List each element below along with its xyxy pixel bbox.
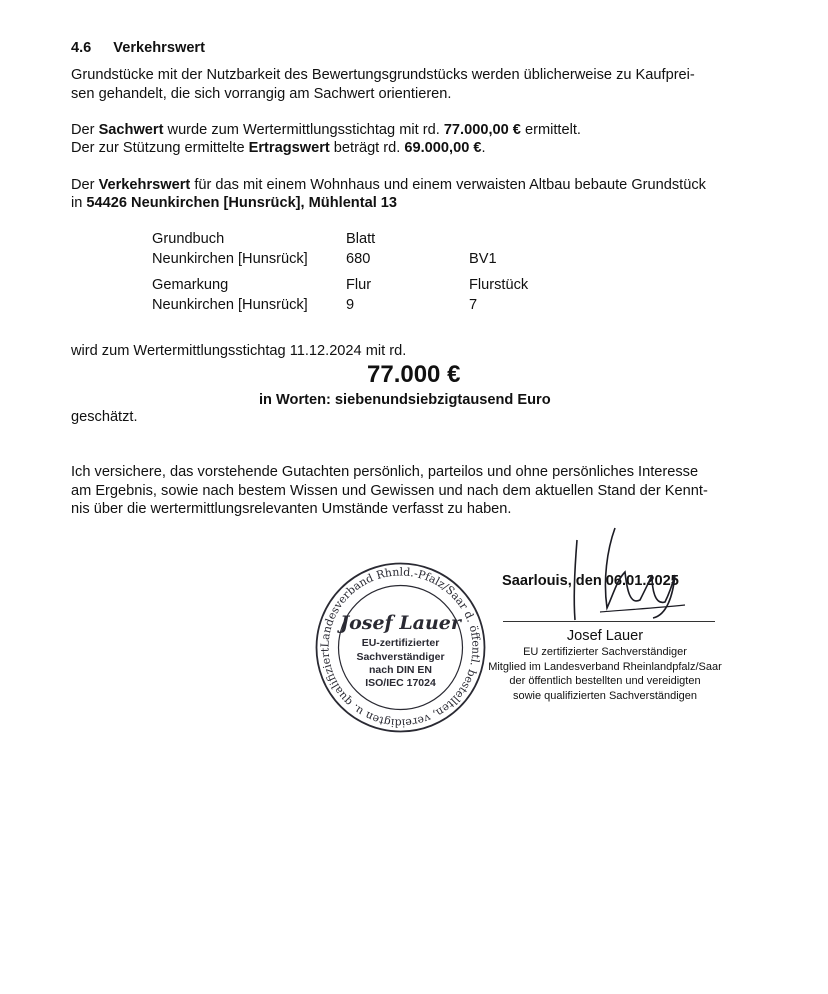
flurstueck-label: Flurstück [469,277,529,293]
valuation-amount: 77.000 € [367,361,461,388]
signer-name: Josef Lauer [566,628,644,644]
section-heading [71,40,205,56]
stamp-line-3: nach DIN EN [368,664,432,676]
flur-label: Flur [346,277,372,293]
sachwert-value: 77.000,00 € [443,122,521,138]
declaration-line-1: Ich versichere, das vorstehende Gutachten persönlich, parteilos und ohne persönliches Interesse [71,464,699,480]
signer-title-1: EU zertifizierter Sachverständiger [523,646,687,658]
section-number: 4.6 [71,40,92,56]
text-fragment: ermittelt. [520,122,581,138]
ertragswert-value: 69.000,00 € [404,140,482,156]
valuation-lead: wird zum Wertermittlungsstichtag 11.12.2024 mit rd. [71,343,407,359]
ertragswert-label: Ertragswert [248,140,330,156]
section-title: Verkehrswert [113,40,205,56]
text-fragment: Der zur Stützung ermittelte [71,140,249,156]
stamp-line-2: Sachverständiger [356,651,445,663]
verkehrswert-line-1 [71,177,706,193]
gemarkung-value: Neunkirchen [Hunsrück] [152,297,308,313]
text-fragment: für das mit einem Wohnhaus und einem verwaisten Altbau bebaute Grundstück [190,177,706,193]
valuation-in-words: in Worten: siebenundsiebzigtausend Euro [259,392,551,408]
text-fragment: . [481,140,486,156]
grundbuch-label: Grundbuch [152,231,225,247]
gemarkung-label: Gemarkung [152,277,229,293]
intro-line-1: Grundstücke mit der Nutzbarkeit des Bewertungsgrundstücks werden üblicherweise zu Kaufprei- [71,67,695,83]
signer-title-3: der öffentlich bestellten und vereidigten [509,675,701,687]
signer-title-4: sowie qualifizierten Sachverständigen [512,689,698,702]
declaration-line-3: nis über die wertermittlungsrelevanten Umstände verfasst zu haben. [71,501,512,517]
text-fragment: in [71,195,87,211]
stamp-name: Josef Lauer [340,612,461,634]
blatt-label: Blatt [346,231,376,247]
sachwert-label: Sachwert [98,122,164,138]
verkehrswert-line-2 [71,195,397,211]
verkehrswert-label: Verkehrswert [98,177,191,193]
text-fragment: Der [71,122,99,138]
text-fragment: wurde zum Wertermittlungsstichtag mit rd. [163,122,444,138]
blatt-value: 680 [346,251,371,267]
valuation-closing: geschätzt. [71,409,138,425]
signature-details [470,628,740,703]
flur-value: 9 [346,297,355,313]
text-fragment: Der [71,177,99,193]
stamp-line-4: ISO/IEC 17024 [365,677,436,689]
place-date: Saarlouis, den 06.01.2025 [502,573,679,589]
property-address: 54426 Neunkirchen [Hunsrück], Mühlental 13 [86,195,398,211]
bv-value: BV1 [469,251,497,267]
signature-line [503,621,715,622]
stamp-line-1: EU-zertifizierter [361,637,440,649]
signer-title-2: Mitglied im Landesverband Rheinlandpfalz/Saar [488,660,722,673]
intro-line-2: sen gehandelt, die sich vorrangig am Sachwert orientieren. [71,86,452,102]
flurstueck-value: 7 [469,297,478,313]
text-fragment: beträgt rd. [329,140,405,156]
grundbuch-value: Neunkirchen [Hunsrück] [152,251,308,267]
stamp-ring-text: Landesverband Rhnld.-Pfalz/Saar d. öffentl. bestellten, vereidigten u. qualifizierten Sachverständigen [309,550,483,730]
ertragswert-line [71,140,486,156]
declaration-line-2: am Ergebnis, sowie nach bestem Wissen und Gewissen und nach dem aktuellen Stand der Kennt- [71,483,708,499]
official-stamp [309,550,488,735]
sachwert-line [71,122,581,138]
handwritten-signature [555,520,695,630]
